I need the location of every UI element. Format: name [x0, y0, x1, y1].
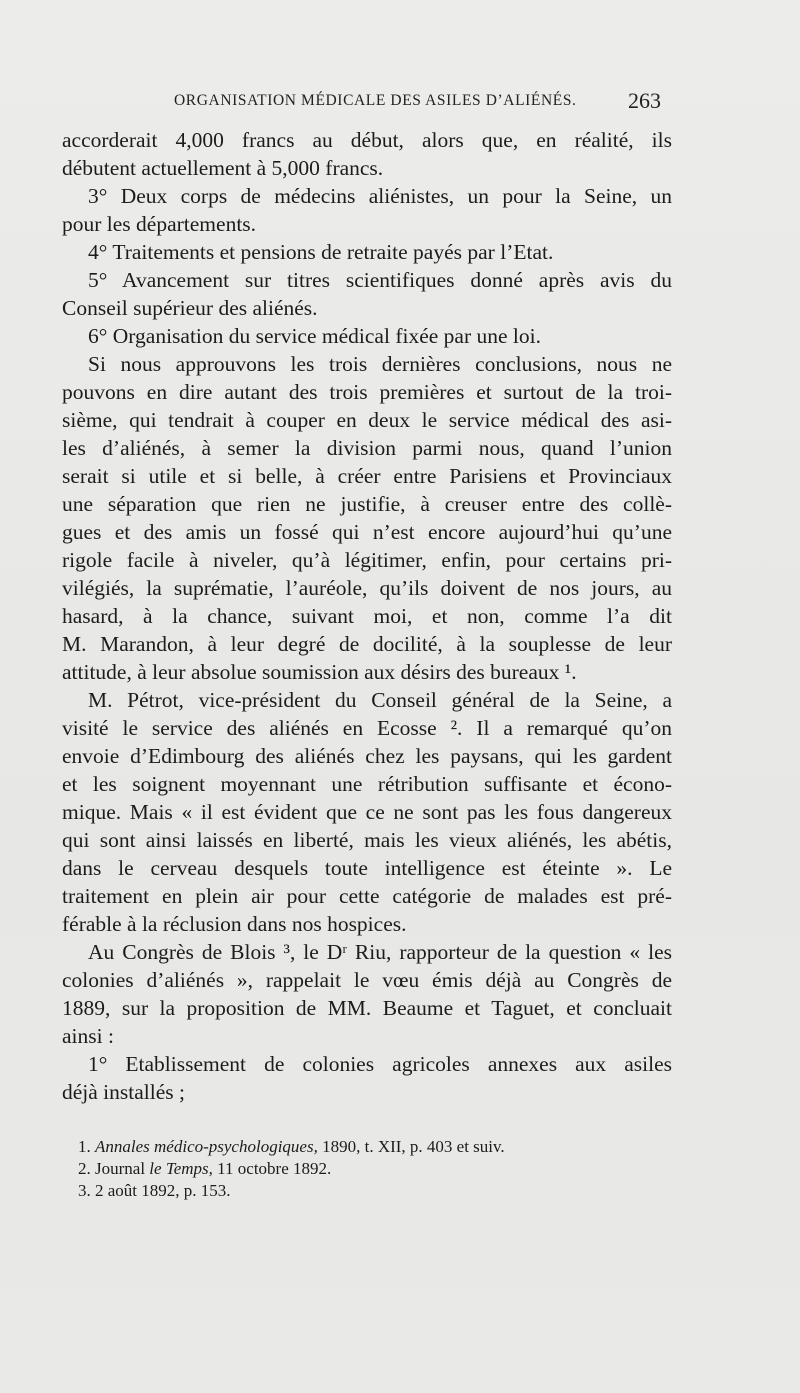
text-line: rigole facile à niveler, qu’à légitimer, enfin, pour certains pri-	[62, 548, 672, 572]
text-line: 1° Etablissement de colonies agricoles annexes aux asiles	[88, 1052, 672, 1076]
footnote-number: 1.	[78, 1137, 91, 1156]
footnote-italic: Annales médico-psychologiques,	[95, 1137, 318, 1156]
text-line: et les soignent moyennant une rétribution suffisante et écono-	[62, 772, 672, 796]
footnote-text: 11 octobre 1892.	[212, 1159, 332, 1178]
footnote-text: 1890, t. XII, p. 403 et suiv.	[317, 1137, 505, 1156]
text-line: envoie d’Edimbourg des aliénés chez les paysans, qui les gardent	[62, 744, 672, 768]
text-line: traitement en plein air pour cette catégorie de malades est pré-	[62, 884, 672, 908]
text-line: pour les départements.	[62, 212, 257, 236]
text-line: 6° Organisation du service médical fixée par une loi.	[88, 324, 541, 348]
text-line: serait si utile et si belle, à créer entre Parisiens et Provinciaux	[62, 464, 672, 488]
running-title: ORGANISATION MÉDICALE DES ASILES D’ALIÉNÉS.	[174, 92, 577, 109]
text-line: les d’aliénés, à semer la division parmi nous, quand l’union	[62, 436, 672, 460]
text-line: ainsi :	[62, 1024, 114, 1048]
footnote-italic: le Temps,	[149, 1159, 213, 1178]
text-line: qui sont ainsi laissés en liberté, mais les vieux aliénés, les abétis,	[62, 828, 672, 852]
text-line: 1889, sur la proposition de MM. Beaume et Taguet, et concluait	[62, 996, 672, 1020]
text-line: mique. Mais « il est évident que ce ne sont pas les fous dangereux	[62, 800, 672, 824]
page-header	[62, 88, 662, 120]
text-line: colonies d’aliénés », rappelait le vœu émis déjà au Congrès de	[62, 968, 672, 992]
page-number: 263	[628, 88, 661, 113]
footnote-1	[78, 1136, 505, 1158]
text-line: férable à la réclusion dans nos hospices.	[62, 912, 407, 936]
footnote-3	[78, 1180, 231, 1202]
text-line: Conseil supérieur des aliénés.	[62, 296, 318, 320]
text-line: 3° Deux corps de médecins aliénistes, un pour la Seine, un	[88, 184, 672, 208]
footnote-number: 2.	[78, 1159, 91, 1178]
footnote-number: 3.	[78, 1181, 91, 1200]
text-line: vilégiés, la suprématie, l’auréole, qu’ils doivent de nos jours, au	[62, 576, 672, 600]
text-line: M. Marandon, à leur degré de docilité, à la souplesse de leur	[62, 632, 672, 656]
text-line: sième, qui tendrait à couper en deux le service médical des asi-	[62, 408, 672, 432]
text-line: dans le cerveau desquels toute intelligence est éteinte ». Le	[62, 856, 672, 880]
footnote-text: 2 août 1892, p. 153.	[90, 1181, 231, 1200]
text-line: Si nous approuvons les trois dernières conclusions, nous ne	[88, 352, 672, 376]
text-line: une séparation que rien ne justifie, à creuser entre des collè-	[62, 492, 672, 516]
text-line: M. Pétrot, vice-président du Conseil général de la Seine, a	[88, 688, 672, 712]
text-line: accorderait 4,000 francs au début, alors que, en réalité, ils	[62, 128, 672, 152]
text-line: visité le service des aliénés en Ecosse ². Il a remarqué qu’on	[62, 716, 672, 740]
text-line: 4° Traitements et pensions de retraite payés par l’Etat.	[88, 240, 554, 264]
footnote-2	[78, 1158, 331, 1180]
text-line: déjà installés ;	[62, 1080, 185, 1104]
text-line: pouvons en dire autant des trois premières et surtout de la troi-	[62, 380, 672, 404]
footnote-prefix: Journal	[90, 1159, 150, 1178]
text-line: attitude, à leur absolue soumission aux désirs des bureaux ¹.	[62, 660, 577, 684]
text-line: gues et des amis un fossé qui n’est encore aujourd’hui qu’une	[62, 520, 672, 544]
text-line: débutent actuellement à 5,000 francs.	[62, 156, 384, 180]
text-line: hasard, à la chance, suivant moi, et non, comme l’a dit	[62, 604, 672, 628]
text-line: 5° Avancement sur titres scientifiques donné après avis du	[88, 268, 672, 292]
text-line: Au Congrès de Blois ³, le Dʳ Riu, rapporteur de la question « les	[88, 940, 672, 964]
